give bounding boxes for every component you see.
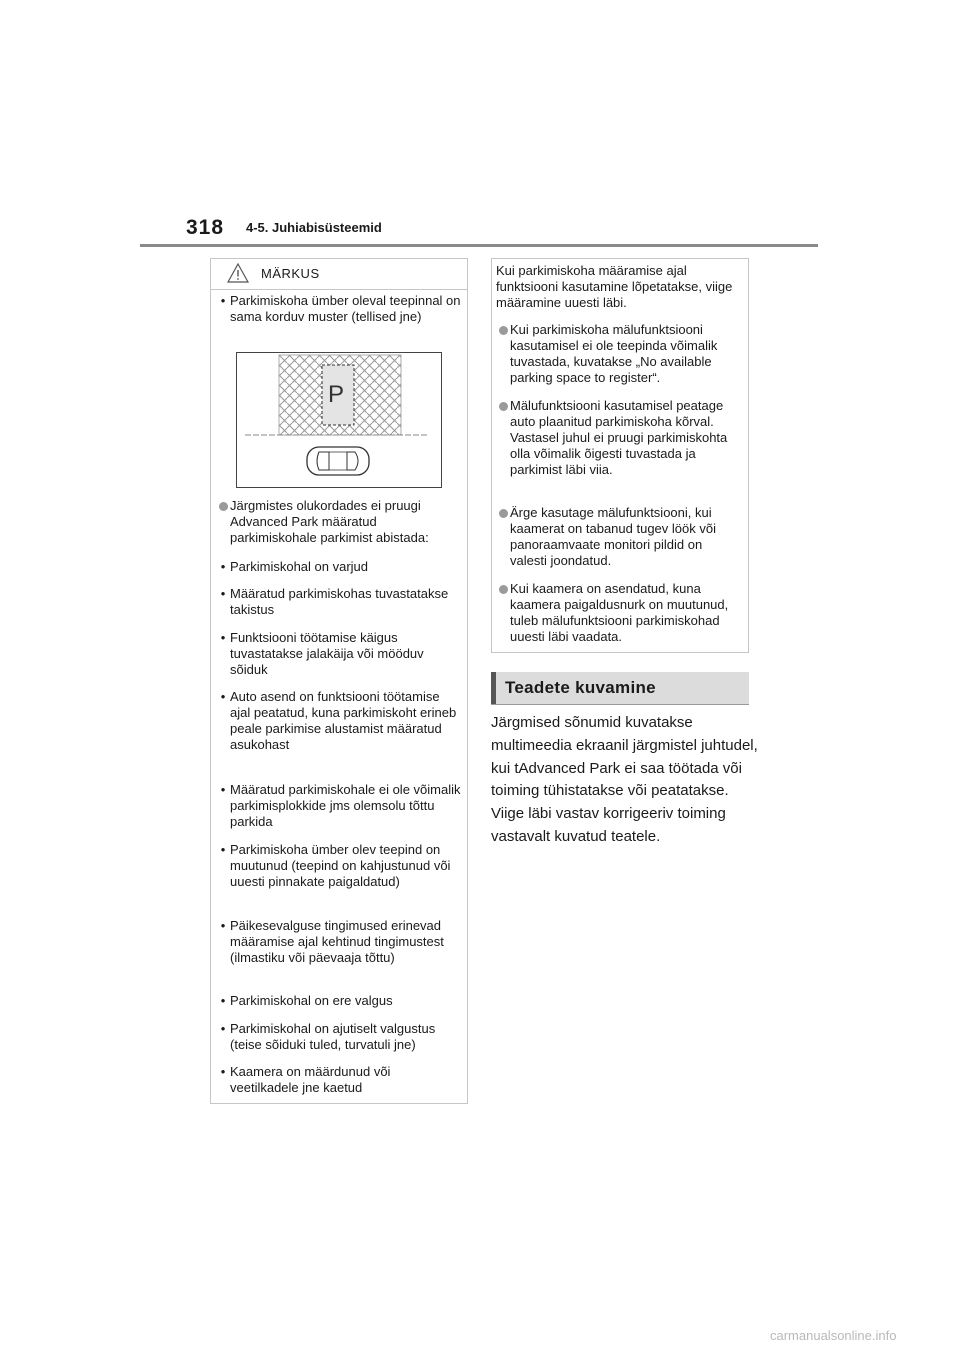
notice-intro: Parkimiskoha ümber oleval teepinnal on sama korduv muster (tellised jne): [230, 293, 461, 324]
notice-item: Parkimiskohal on ere valgus: [230, 993, 393, 1008]
list-item: [216, 1064, 462, 1096]
list-item: [216, 782, 462, 830]
bullet-point: •: [220, 1064, 226, 1079]
list-item: [216, 1021, 462, 1053]
section-title: 4-5. Juhiabisüsteemid: [246, 220, 382, 235]
info-item: Kui parkimiskoha mälufunktsiooni kasutamisel ei ole teepinda võimalik tuvastada, kuvatakse „No available parking space to register“.: [510, 322, 718, 385]
notice-item: Kaamera on määrdunud või veetilkadele jne kaetud: [230, 1064, 391, 1095]
notice-item: Päikesevalguse tingimused erinevad määramise ajal kehtinud tingimustest (ilmastiku või päevaaja tõttu): [230, 918, 444, 965]
bullet-point: •: [220, 842, 226, 857]
section-heading-text: Teadete kuvamine: [505, 678, 656, 697]
bullet-point: •: [220, 689, 226, 704]
list-item: [496, 581, 742, 645]
warning-triangle-icon: [227, 263, 249, 283]
bullet-point: •: [220, 559, 226, 574]
notice-item: Parkimiskohal on ajutiselt valgustus (teise sõiduki tuled, turvatuli jne): [230, 1021, 436, 1052]
info-item: Mälufunktsiooni kasutamisel peatage auto plaanitud parkimiskoha kõrval. Vastasel juhul ei pruugi parkimiskohta olla võimalik õigesti tuvastada ja parkimist läbi viia.: [510, 398, 728, 477]
list-item: [216, 498, 462, 546]
bullet-dot-icon: [216, 498, 230, 515]
car-icon: [307, 447, 369, 475]
list-item: [216, 842, 462, 890]
bullet-dot-icon: [496, 322, 510, 339]
info-item: Ärge kasutage mälufunktsiooni, kui kaamerat on tabanud tugev löök või panoraamvaate monitori pildid on valesti joondatud.: [510, 505, 716, 568]
notice-item: Parkimiskoha ümber olev teepind on muutunud (teepind on kahjustunud või uuesti pinnakate paigaldatud): [230, 842, 451, 889]
notice-item: Auto asend on funktsiooni töötamise ajal peatatud, kuna parkimiskoht erineb peale parkimise alustamist määratud asukohast: [230, 689, 457, 752]
bullet-dot-icon: [496, 581, 510, 598]
notice-item: Määratud parkimiskohas tuvastatakse takistus: [230, 586, 449, 617]
bullet-point: •: [220, 918, 226, 933]
parking-pattern-illustration: [236, 352, 442, 488]
page-number: 318: [186, 216, 225, 239]
notice-item: Määratud parkimiskohale ei ole võimalik parkimisplokkide jms olemsolu tõttu parkida: [230, 782, 461, 829]
bullet-point: •: [220, 782, 226, 797]
list-item: [216, 586, 462, 618]
list-item: [216, 689, 462, 753]
notice-item: Parkimiskohal on varjud: [230, 559, 369, 574]
heading-accent: [491, 672, 496, 704]
list-item: [216, 293, 462, 325]
notice-lead: Järgmistes olukordades ei pruugi Advanced Park määratud parkimiskohale parkimist abistada:: [230, 498, 429, 545]
section-heading: [491, 672, 749, 704]
header-rule: [140, 244, 818, 247]
parking-p-label: P: [328, 381, 345, 408]
heading-rule: [491, 704, 749, 705]
bullet-point: •: [220, 293, 226, 308]
bullet-dot-icon: [496, 398, 510, 415]
messages-body: Järgmised sõnumid kuvatakse multimeedia ekraanil järgmistel juhtudel, kui tAdvanced Park ei saa töötada või toiming tühistatakse või peatatakse. Viige läbi vastav korrigeeriv toiming vastavalt kuvatud teatele.: [491, 714, 758, 845]
list-item: [216, 630, 462, 678]
list-item: [496, 505, 742, 569]
notice-item: Funktsiooni töötamise käigus tuvastatakse jalakäija või mööduv sõiduk: [230, 630, 424, 677]
list-item: [496, 398, 742, 478]
list-item: [216, 559, 462, 575]
bullet-point: •: [220, 630, 226, 645]
list-item: [216, 993, 462, 1009]
info-item: Kui kaamera on asendatud, kuna kaamera paigaldusnurk on muutunud, tuleb mälufunktsiooni parkimiskohad uuesti läbi vaadata.: [510, 581, 729, 644]
parking-illustration-svg: [237, 353, 442, 488]
list-item: [496, 322, 742, 386]
bullet-point: •: [220, 586, 226, 601]
watermark: carmanualsonline.info: [770, 1328, 897, 1343]
bullet-dot-icon: [496, 505, 510, 522]
notice-label: MÄRKUS: [261, 266, 320, 281]
info-intro-block: [496, 263, 742, 311]
bullet-point: •: [220, 993, 226, 1008]
list-item: [216, 918, 462, 966]
notice-header: [211, 259, 467, 290]
bullet-point: •: [220, 1021, 226, 1036]
info-intro: Kui parkimiskoha määramise ajal funktsiooni kasutamine lõpetatakse, viige määramine uuesti läbi.: [496, 263, 733, 310]
